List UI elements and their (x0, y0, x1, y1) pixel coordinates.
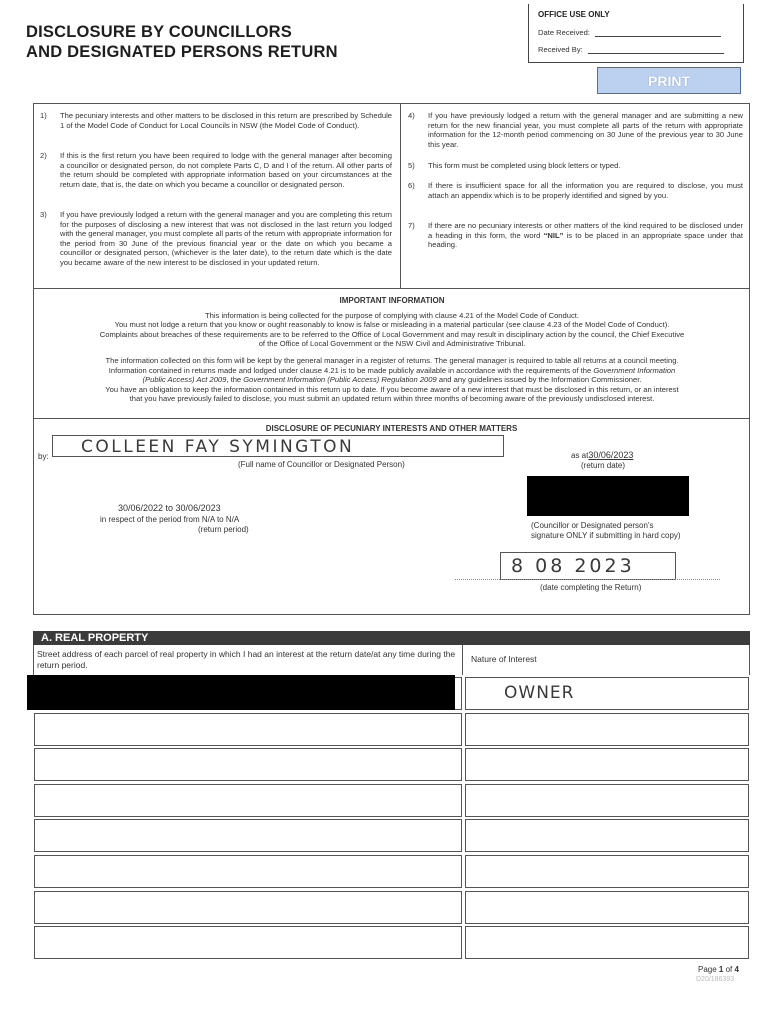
property-address-cell[interactable] (34, 713, 462, 746)
important-p2-l2a: Information contained in returns made and lodged under clause 4.21 is to be made publicly available in accordance with the requirements of the (108, 365, 594, 375)
instruction-3-num: 3) (40, 210, 47, 219)
office-use-box (528, 4, 744, 63)
property-address-redacted (27, 675, 455, 710)
completion-date-caption: (date completing the Return) (540, 583, 642, 592)
nature-of-interest-cell[interactable] (465, 677, 749, 710)
property-address-cell[interactable] (34, 926, 462, 959)
full-name-value: COLLEEN FAY SYMINGTON (81, 437, 355, 457)
disclosure-heading: DISCLOSURE OF PECUNIARY INTERESTS AND OTHER MATTERS (265, 424, 518, 433)
instruction-4 (408, 111, 743, 149)
return-period-range: in respect of the period from N/A to N/A (100, 515, 240, 524)
instruction-1-text: The pecuniary interests and other matters to be disclosed in this return are prescribed by Schedule 1 of the Model Code of Conduct for Local Councils in NSW (the Model Code of Conduct). (60, 111, 392, 130)
print-button[interactable]: PRINT (597, 67, 741, 94)
signature-redacted (527, 476, 689, 516)
completion-date-field[interactable] (500, 552, 676, 580)
important-p2-l5: that you have previously failed to disclose, you must submit an updated return within three months of becoming aware of the previously undisclosed interest. (129, 394, 655, 404)
completion-date-value: 8 08 2023 (511, 555, 635, 577)
property-address-cell[interactable] (34, 748, 462, 781)
important-p2-l1: The information collected on this form will be kept by the general manager in a register of returns. The general manager is required to table all returns at a council meeting. (105, 355, 679, 365)
page-current: 1 (718, 965, 724, 974)
instruction-1-num: 1) (40, 111, 47, 120)
important-p2-l3b: , the (226, 375, 244, 385)
as-at-row (571, 450, 633, 460)
instruction-7-num: 7) (408, 221, 415, 230)
instruction-7 (408, 221, 743, 250)
form-title-line2: AND DESIGNATED PERSONS RETURN (26, 43, 338, 61)
return-period-caption: (return period) (198, 525, 249, 534)
section-a-col2-header-cell (463, 645, 750, 675)
section-a-col1-header: Street address of each parcel of real property in which I had an interest at the return date/at any time during the return period. (37, 649, 456, 670)
instruction-6-text: If there is insufficient space for all the information you are required to disclose, you must attach an appendix which is to be properly identified and signed by you. (428, 181, 743, 200)
important-p1-l2: You must not lodge a return that you know or ought reasonably to know is false or misleading in a material particular (see clause 4.23 of the Model Code of Conduct). (114, 320, 670, 330)
instruction-7-text-after: is to be placed in an appropriate space under that heading. (428, 230, 743, 249)
received-by-row (538, 45, 724, 54)
instruction-7-text-before: If there are no pecuniary interests or other matters of the kind required to be disclosed under a heading in this form, the word (428, 221, 743, 240)
instruction-3-text: If you have previously lodged a return with the general manager and you are completing this return for the purposes of disclosing a new interest that was not disclosed in the last return you lodged with the general manager, you must complete all parts of the return with appropriate information for the period from 30 June of the previous financial year or the date on which you became a councillor or designated person, (whichever is the later date), to the return date which is the date you became aware of the new interest to be disclosed in your updated return. (60, 210, 392, 267)
nature-of-interest-cell[interactable] (465, 784, 749, 817)
property-address-cell[interactable] (34, 891, 462, 924)
important-bottom-rule (33, 418, 750, 419)
property-address-cell[interactable] (34, 677, 462, 710)
document-reference: D20/186393 (696, 976, 735, 983)
instruction-4-num: 4) (408, 111, 415, 120)
form-title-line1: DISCLOSURE BY COUNCILLORS (26, 23, 292, 41)
important-p2-l3c: Government Information (Public Access) Regulation 2009 (243, 375, 437, 385)
page-mid: of (723, 965, 735, 974)
instruction-2-text: If this is the first return you have been required to lodge with the general manager after becoming a councillor or designated person, do not complete Parts C, D and I of the return. All other parts of the return should be completed with appropriate information based on your circumstances at the return date, that is, the date on which you became a councillor or designated person. (60, 151, 392, 189)
instructions-bottom-rule (33, 288, 750, 289)
received-by-field[interactable] (588, 53, 724, 54)
page-total: 4 (734, 965, 739, 974)
form-title (26, 22, 338, 62)
important-p1-l4: of the Office of Local Government or the NSW Civil and Administrative Tribunal. (258, 339, 526, 349)
important-info-heading: IMPORTANT INFORMATION (339, 296, 445, 305)
completion-date-dotted-rule (455, 579, 720, 580)
date-received-field[interactable] (595, 36, 721, 37)
office-use-heading: OFFICE USE ONLY (538, 10, 610, 19)
as-at-label: as at (571, 451, 589, 460)
important-p2-l4: You have an obligation to keep the information contained in this return up to date. If you become aware of a new interest that must be disclosed in this return, or an interest (105, 384, 679, 394)
by-label: by: (38, 452, 49, 461)
return-date-value: 30/06/2023 (588, 450, 634, 460)
signature-caption-l2: signature ONLY if submitting in hard copy) (531, 531, 681, 540)
section-a-heading: A. REAL PROPERTY (33, 631, 750, 645)
property-address-cell[interactable] (34, 855, 462, 888)
instructions-divider (400, 103, 401, 288)
instruction-6-num: 6) (408, 181, 415, 190)
date-received-label: Date Received: (538, 28, 590, 37)
nature-of-interest-value: OWNER (504, 683, 575, 703)
return-period-value: 30/06/2022 to 30/06/2023 (118, 503, 221, 513)
page-number (698, 965, 739, 974)
page-prefix: Page (698, 965, 719, 974)
instruction-5-num: 5) (408, 161, 415, 170)
full-name-field[interactable] (52, 435, 504, 457)
section-a-col1-header-cell (33, 645, 463, 675)
section-a-col2-header: Nature of Interest (471, 654, 537, 664)
important-p2-l3d: and any guidelines issued by the Information Commissioner. (436, 375, 642, 385)
instruction-2-num: 2) (40, 151, 47, 160)
instruction-7-nil: “NIL” (543, 230, 564, 240)
signature-caption-l1: (Councillor or Designated person's (531, 521, 654, 530)
nature-of-interest-cell[interactable] (465, 748, 749, 781)
important-info-block (36, 296, 748, 404)
received-by-label: Received By: (538, 45, 583, 54)
instruction-2 (40, 151, 392, 189)
full-name-caption: (Full name of Councillor or Designated Person) (238, 460, 405, 469)
instruction-4-text: If you have previously lodged a return with the general manager and are submitting a new return for the new financial year, you must complete all parts of the return with appropriate information for the 12-month period commencing on 30 June of the previous year to 30 June this year. (428, 111, 743, 149)
property-address-cell[interactable] (34, 784, 462, 817)
instruction-1 (40, 111, 392, 130)
nature-of-interest-cell[interactable] (465, 713, 749, 746)
important-p2-l2 (36, 366, 748, 376)
date-received-row (538, 28, 721, 37)
nature-of-interest-cell[interactable] (465, 855, 749, 888)
property-address-cell[interactable] (34, 819, 462, 852)
important-p2-l2b: Government Information (593, 365, 676, 375)
important-p2-l3a: (Public Access) Act 2009 (142, 375, 227, 385)
nature-of-interest-cell[interactable] (465, 891, 749, 924)
return-date-caption: (return date) (581, 461, 626, 470)
important-p2-l3 (36, 375, 748, 385)
important-p1-l3: Complaints about breaches of these requirements are to be referred to the Office of Local Government and may result in disciplinary action by the council, the Chief Executive (99, 329, 685, 339)
nature-of-interest-cell[interactable] (465, 926, 749, 959)
instruction-6 (408, 181, 743, 200)
important-p1-l1: This information is being collected for the purpose of complying with clause 4.21 of the Model Code of Conduct. (205, 310, 579, 320)
instruction-5-text: This form must be completed using block letters or typed. (428, 161, 621, 170)
instruction-5 (408, 161, 743, 171)
nature-of-interest-cell[interactable] (465, 819, 749, 852)
instruction-3 (40, 210, 392, 267)
